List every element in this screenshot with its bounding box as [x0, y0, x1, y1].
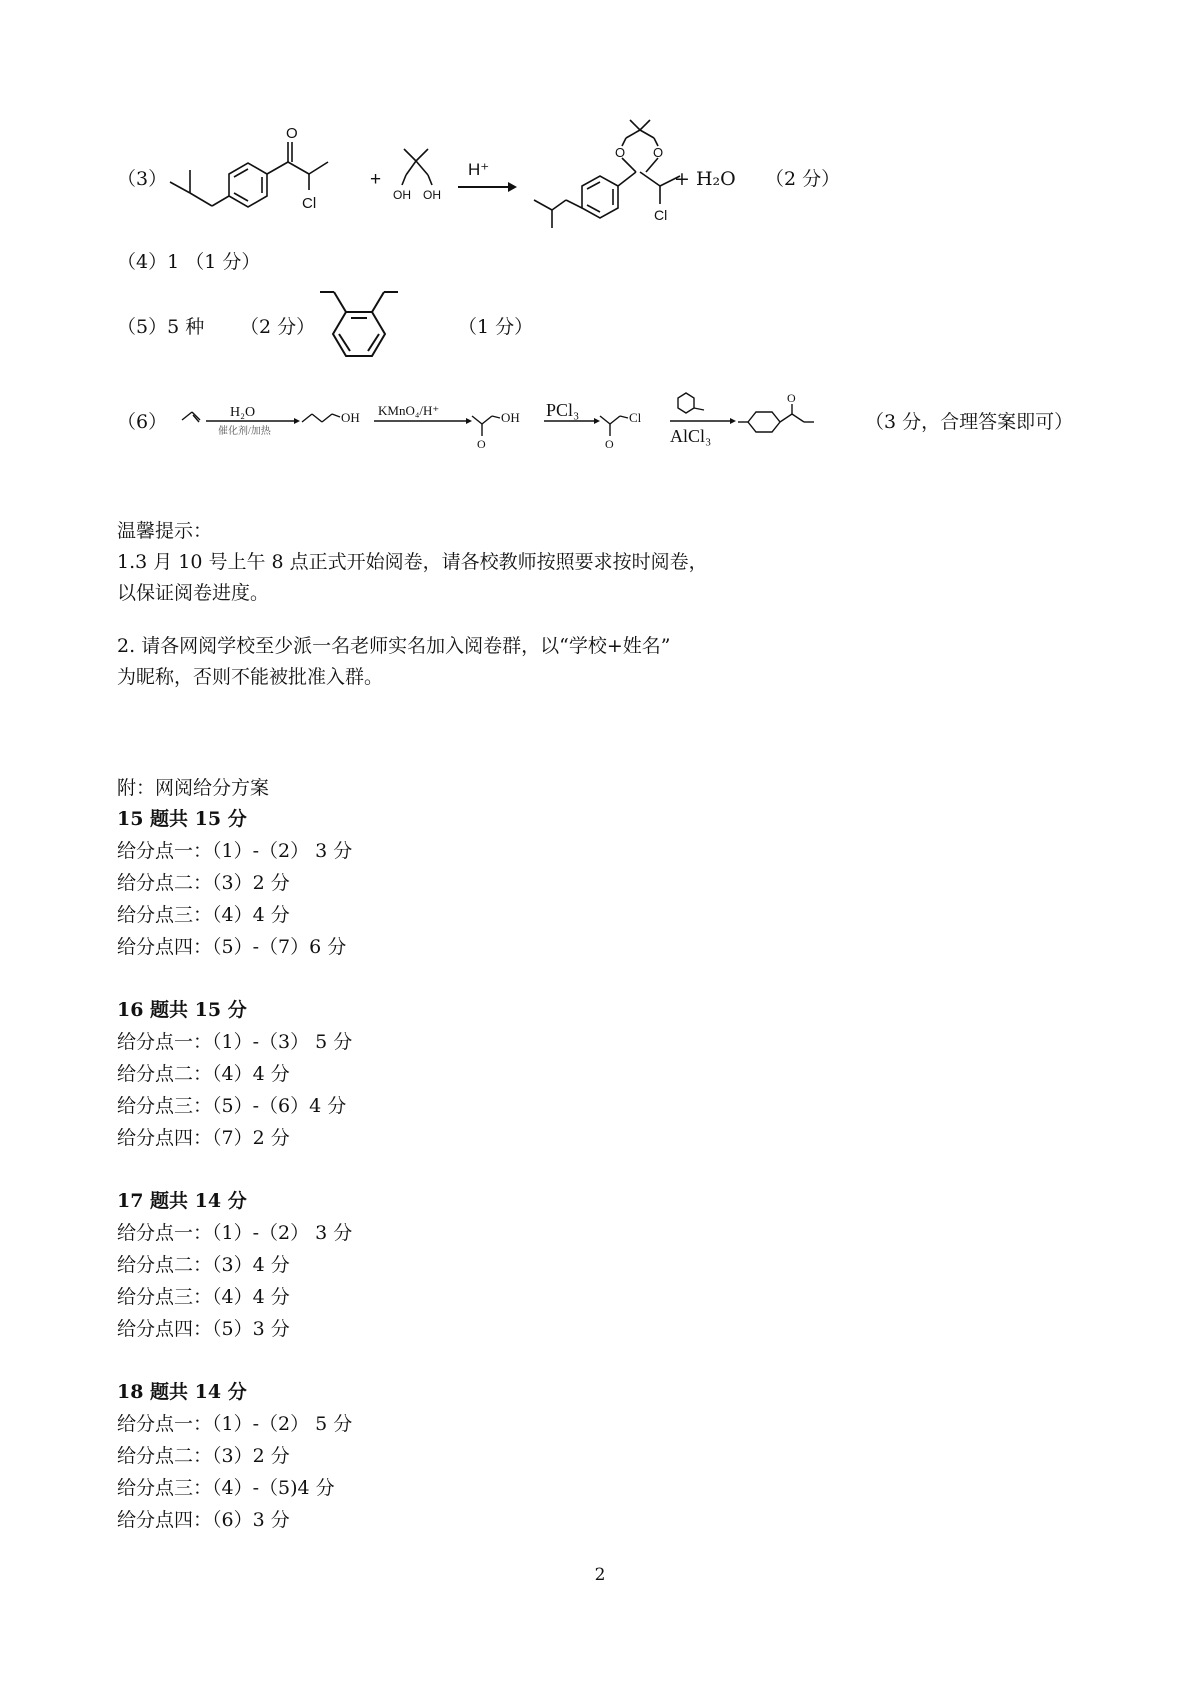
q5-points-b: （1 分）: [458, 316, 534, 338]
scheme-q16-point3: 给分点三：（5）-（6）4 分: [117, 1095, 347, 1117]
notice-item1-line2: 以保证阅卷进度。: [117, 582, 270, 604]
scheme-q15-heading: 15 题共 15 分: [117, 808, 247, 830]
scheme-q16-heading: 16 题共 15 分: [117, 999, 247, 1021]
q3-reactant-o: O: [286, 125, 298, 142]
q3-product-structure: [530, 112, 690, 237]
q6-step1-condition: 催化剂/加热: [218, 426, 271, 437]
q5-label: （5）5 种: [117, 316, 205, 338]
scheme-q17-point1: 给分点一：（1）-（2） 3 分: [117, 1222, 353, 1244]
notice-item2-line1: 2. 请各网阅学校至少派一名老师实名加入阅卷群，以“学校+姓名”: [117, 635, 671, 657]
notice-item1-line1: 1.3 月 10 号上午 8 点正式开始阅卷，请各校教师按照要求按时阅卷，: [117, 551, 708, 573]
q6-step2-reagent: KMnO₄/H⁺: [378, 403, 440, 418]
q3-points: （2 分）: [765, 168, 841, 190]
notice-item2-line2: 为昵称，否则不能被批准入群。: [117, 666, 384, 688]
q6-intermediate1-group: OH: [341, 410, 360, 425]
scheme-q18-point3: 给分点三：（4）-（5)4 分: [117, 1477, 335, 1499]
q3-product-cl: Cl: [654, 207, 668, 223]
q6-points: （3 分，合理答案即可）: [865, 411, 1074, 433]
q6-step3-reagent: PCl₃: [546, 400, 580, 420]
q4-answer: （4）1 （1 分）: [117, 251, 261, 273]
scheme-q17-point3: 给分点三：（4）4 分: [117, 1286, 290, 1308]
q3-product-o2: O: [653, 145, 664, 160]
q6-intermediate2-o: O: [477, 437, 486, 451]
q3-reactant-cl: Cl: [302, 195, 317, 212]
q6-product-o: O: [787, 392, 796, 405]
scheme-q17-heading: 17 题共 14 分: [117, 1190, 247, 1212]
scheme-q18-point4: 给分点四：（6）3 分: [117, 1509, 290, 1531]
q3-product-o1: O: [615, 145, 626, 160]
scheme-q18-point1: 给分点一：（1）-（2） 5 分: [117, 1413, 353, 1435]
q3-diol-oh1: OH: [393, 188, 411, 202]
q3-plus: +: [370, 169, 382, 190]
page-number: 2: [594, 1565, 606, 1585]
q3-byproduct: + H₂O: [674, 168, 736, 190]
q6-intermediate3-group: Cl: [629, 410, 642, 425]
q3-reaction-arrow: [458, 181, 518, 193]
scheme-q16-point4: 给分点四：（7）2 分: [117, 1127, 290, 1149]
scheme-q18-heading: 18 题共 14 分: [117, 1381, 247, 1403]
scheme-q17-point2: 给分点二：（3）4 分: [117, 1254, 290, 1276]
scheme-q15-point3: 给分点三：（4）4 分: [117, 904, 290, 926]
q5-diethylbenzene-structure: [318, 282, 418, 372]
q5-points-a: （2 分）: [240, 316, 316, 338]
q3-reactant-structure: [168, 120, 368, 230]
q6-step4-reagent: AlCl₃: [670, 426, 712, 446]
scheme-q18-point2: 给分点二：（3）2 分: [117, 1445, 290, 1467]
q6-intermediate3-o: O: [605, 437, 614, 451]
q6-label: （6）: [117, 411, 168, 433]
scheme-title: 附：网阅给分方案: [117, 777, 270, 799]
q3-diol-structure: [392, 145, 452, 203]
scheme-q15-point2: 给分点二：（3）2 分: [117, 872, 290, 894]
q3-diol-oh2: OH: [423, 188, 441, 202]
scheme-q15-point1: 给分点一：（1）-（2） 3 分: [117, 840, 353, 862]
q3-catalyst: H⁺: [468, 160, 490, 179]
q3-label: （3）: [117, 168, 168, 190]
notice-title: 温馨提示：: [117, 520, 213, 542]
scheme-q16-point2: 给分点二：（4）4 分: [117, 1063, 290, 1085]
scheme-q15-point4: 给分点四：（5）-（7）6 分: [117, 936, 347, 958]
scheme-q16-point1: 给分点一：（1）-（3） 5 分: [117, 1031, 353, 1053]
q6-intermediate2-group: OH: [501, 410, 520, 425]
scheme-q17-point4: 给分点四：（5）3 分: [117, 1318, 290, 1340]
q6-step1-reagent: H₂O: [230, 405, 256, 420]
